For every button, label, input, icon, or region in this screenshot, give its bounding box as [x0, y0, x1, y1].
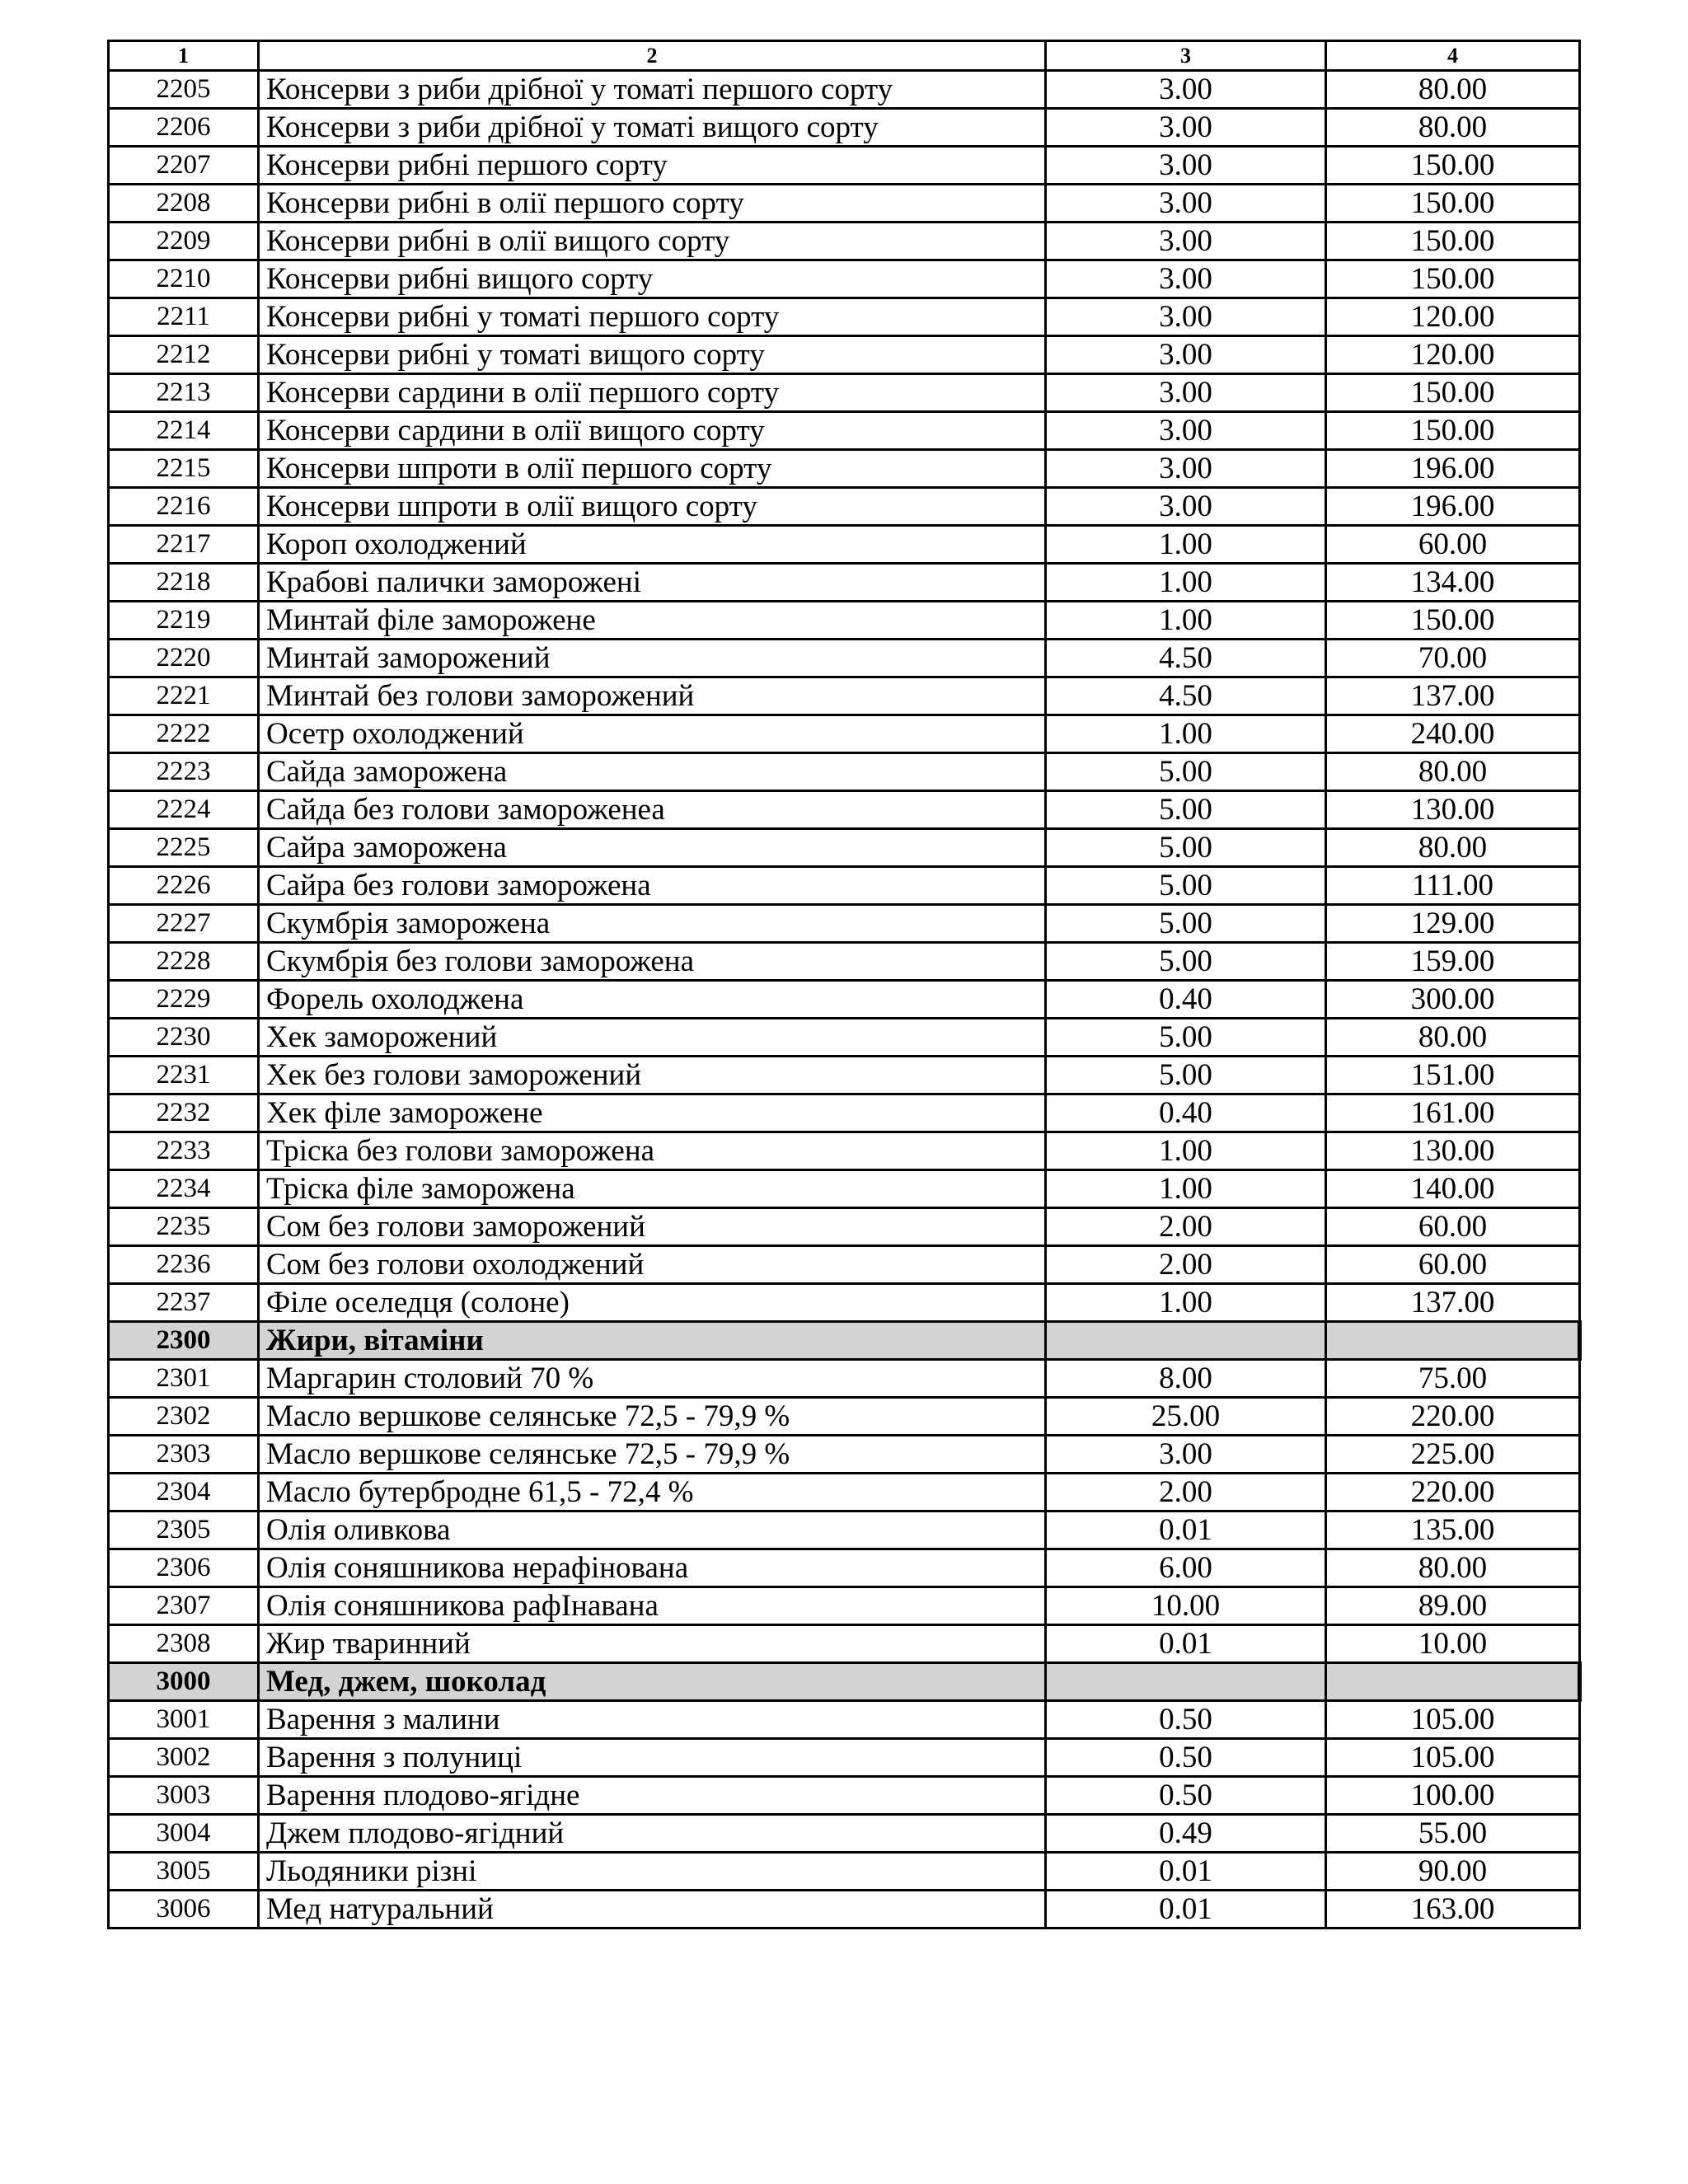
section-row: [109, 1322, 1580, 1360]
column-4-value-cell: 80.00: [1326, 71, 1580, 109]
item-name-cell: Скумбрія без голови заморожена: [259, 943, 1046, 981]
column-3-value-cell: 3.00: [1046, 374, 1326, 412]
item-name-cell: Минтай філе заморожене: [259, 602, 1046, 640]
table-row: [109, 1436, 1580, 1474]
item-code-cell: 2237: [109, 1284, 259, 1322]
column-3-value-cell: 3.00: [1046, 336, 1326, 374]
column-4-value-cell: 111.00: [1326, 867, 1580, 905]
item-code-cell: 2223: [109, 753, 259, 791]
item-name-cell: Короп охолоджений: [259, 526, 1046, 564]
table-row: [109, 1132, 1580, 1170]
table-row: [109, 753, 1580, 791]
table-row: [109, 1057, 1580, 1094]
column-3-value-cell: 0.40: [1046, 1094, 1326, 1132]
column-4-value-cell: 225.00: [1326, 1436, 1580, 1474]
item-code-cell: 3000: [109, 1663, 259, 1701]
item-name-cell: Сом без голови охолоджений: [259, 1246, 1046, 1284]
item-code-cell: 2218: [109, 564, 259, 602]
column-3-value-cell: 5.00: [1046, 829, 1326, 867]
table-row: [109, 1815, 1580, 1853]
column-3-value-cell: 3.00: [1046, 147, 1326, 185]
item-name-cell: Варення з полуниці: [259, 1739, 1046, 1777]
table-row: [109, 1587, 1580, 1625]
column-3-value-cell: 5.00: [1046, 1019, 1326, 1057]
item-name-cell: Мед, джем, шоколад: [259, 1663, 1046, 1701]
item-name-cell: Консерви рибні у томаті першого сорту: [259, 298, 1046, 336]
item-code-cell: 3001: [109, 1701, 259, 1739]
column-3-value-cell: 0.01: [1046, 1625, 1326, 1663]
column-4-value-cell: 60.00: [1326, 1246, 1580, 1284]
item-code-cell: 2225: [109, 829, 259, 867]
column-3-value-cell: 6.00: [1046, 1549, 1326, 1587]
column-4-value-cell: 150.00: [1326, 185, 1580, 223]
table-row: [109, 791, 1580, 829]
item-name-cell: Сайда без голови замороженеа: [259, 791, 1046, 829]
table-row: [109, 488, 1580, 526]
column-4-value-cell: 120.00: [1326, 298, 1580, 336]
table-row: [109, 412, 1580, 450]
column-4-value-cell: 130.00: [1326, 791, 1580, 829]
column-3-value-cell: 4.50: [1046, 640, 1326, 677]
table-row: [109, 1474, 1580, 1511]
item-code-cell: 3003: [109, 1777, 259, 1815]
item-name-cell: Масло вершкове селянське 72,5 - 79,9 %: [259, 1398, 1046, 1436]
table-row: [109, 1891, 1580, 1929]
item-code-cell: 2307: [109, 1587, 259, 1625]
table-row: [109, 602, 1580, 640]
table-row: [109, 71, 1580, 109]
price-table: [107, 40, 1582, 1929]
item-code-cell: 2308: [109, 1625, 259, 1663]
column-3-value-cell: 5.00: [1046, 905, 1326, 943]
item-code-cell: 2221: [109, 677, 259, 715]
table-row: [109, 1019, 1580, 1057]
column-3-value-cell: 3.00: [1046, 260, 1326, 298]
column-3-value-cell: 5.00: [1046, 1057, 1326, 1094]
table-row: [109, 374, 1580, 412]
item-code-cell: 2206: [109, 109, 259, 147]
item-name-cell: Сайра заморожена: [259, 829, 1046, 867]
table-row: [109, 1208, 1580, 1246]
column-3-value-cell: 1.00: [1046, 1170, 1326, 1208]
item-code-cell: 2229: [109, 981, 259, 1019]
item-name-cell: Минтай без голови заморожений: [259, 677, 1046, 715]
item-code-cell: 2207: [109, 147, 259, 185]
price-table-body: [109, 41, 1580, 1929]
item-code-cell: 2300: [109, 1322, 259, 1360]
table-row: [109, 943, 1580, 981]
item-code-cell: 2304: [109, 1474, 259, 1511]
column-3-value-cell: 3.00: [1046, 412, 1326, 450]
item-name-cell: Консерви сардини в олії першого сорту: [259, 374, 1046, 412]
column-number-header-row: [109, 41, 1580, 71]
column-3-value-cell: 3.00: [1046, 71, 1326, 109]
item-name-cell: Варення з малини: [259, 1701, 1046, 1739]
table-row: [109, 298, 1580, 336]
section-row: [109, 1663, 1580, 1701]
column-4-value-cell: 75.00: [1326, 1360, 1580, 1398]
item-code-cell: 2222: [109, 715, 259, 753]
item-code-cell: 2210: [109, 260, 259, 298]
table-row: [109, 829, 1580, 867]
column-3-value-cell: 1.00: [1046, 1132, 1326, 1170]
item-code-cell: 2208: [109, 185, 259, 223]
item-name-cell: Жир тваринний: [259, 1625, 1046, 1663]
table-row: [109, 905, 1580, 943]
column-4-value-cell: 60.00: [1326, 1208, 1580, 1246]
item-code-cell: 2226: [109, 867, 259, 905]
column-4-value-cell: 80.00: [1326, 829, 1580, 867]
item-code-cell: 2306: [109, 1549, 259, 1587]
item-name-cell: Сом без голови заморожений: [259, 1208, 1046, 1246]
column-4-value-cell: 140.00: [1326, 1170, 1580, 1208]
table-row: [109, 1777, 1580, 1815]
table-row: [109, 223, 1580, 260]
item-code-cell: 2219: [109, 602, 259, 640]
column-4-value-cell: 90.00: [1326, 1853, 1580, 1891]
column-4-value-cell: 105.00: [1326, 1739, 1580, 1777]
column-4-value-cell: 150.00: [1326, 260, 1580, 298]
column-3-value-cell: 1.00: [1046, 526, 1326, 564]
item-name-cell: Олія соняшникова нерафінована: [259, 1549, 1046, 1587]
column-3-value-cell: 1.00: [1046, 1284, 1326, 1322]
column-3-value-cell: 1.00: [1046, 602, 1326, 640]
column-4-value-cell: 80.00: [1326, 1019, 1580, 1057]
column-3-value-cell: 2.00: [1046, 1474, 1326, 1511]
column-header-1: 1: [109, 41, 259, 71]
column-4-value-cell: 130.00: [1326, 1132, 1580, 1170]
column-3-value-cell: 0.50: [1046, 1739, 1326, 1777]
column-4-value-cell: 135.00: [1326, 1511, 1580, 1549]
column-3-value-cell: 3.00: [1046, 488, 1326, 526]
column-3-value-cell: 1.00: [1046, 715, 1326, 753]
item-code-cell: 3006: [109, 1891, 259, 1929]
item-name-cell: Консерви рибні у томаті вищого сорту: [259, 336, 1046, 374]
item-code-cell: 2235: [109, 1208, 259, 1246]
item-code-cell: 2234: [109, 1170, 259, 1208]
column-4-value-cell: 105.00: [1326, 1701, 1580, 1739]
column-3-value-cell: 5.00: [1046, 867, 1326, 905]
table-row: [109, 1701, 1580, 1739]
column-4-value-cell: 60.00: [1326, 526, 1580, 564]
column-4-value-cell: 137.00: [1326, 1284, 1580, 1322]
item-name-cell: Консерви сардини в олії вищого сорту: [259, 412, 1046, 450]
item-code-cell: 2303: [109, 1436, 259, 1474]
table-row: [109, 1246, 1580, 1284]
column-4-value-cell: 196.00: [1326, 450, 1580, 488]
column-3-value-cell: [1046, 1322, 1326, 1360]
item-name-cell: Крабові палички заморожені: [259, 564, 1046, 602]
item-name-cell: Хек заморожений: [259, 1019, 1046, 1057]
item-name-cell: Форель охолоджена: [259, 981, 1046, 1019]
column-3-value-cell: [1046, 1663, 1326, 1701]
column-4-value-cell: 80.00: [1326, 1549, 1580, 1587]
column-4-value-cell: 100.00: [1326, 1777, 1580, 1815]
column-4-value-cell: 240.00: [1326, 715, 1580, 753]
item-code-cell: 2220: [109, 640, 259, 677]
item-name-cell: Жири, вітаміни: [259, 1322, 1046, 1360]
column-4-value-cell: 196.00: [1326, 488, 1580, 526]
column-3-value-cell: 0.01: [1046, 1511, 1326, 1549]
column-4-value-cell: 150.00: [1326, 602, 1580, 640]
table-row: [109, 1739, 1580, 1777]
item-name-cell: Скумбрія заморожена: [259, 905, 1046, 943]
table-row: [109, 1625, 1580, 1663]
item-code-cell: 2214: [109, 412, 259, 450]
column-header-4: 4: [1326, 41, 1580, 71]
item-name-cell: Консерви шпроти в олії вищого сорту: [259, 488, 1046, 526]
item-code-cell: 2224: [109, 791, 259, 829]
table-row: [109, 677, 1580, 715]
item-code-cell: 2216: [109, 488, 259, 526]
table-row: [109, 640, 1580, 677]
item-name-cell: Консерви з риби дрібної у томаті першого сорту: [259, 71, 1046, 109]
table-row: [109, 715, 1580, 753]
item-code-cell: 2228: [109, 943, 259, 981]
item-name-cell: Мед натуральний: [259, 1891, 1046, 1929]
column-4-value-cell: 150.00: [1326, 374, 1580, 412]
item-name-cell: Сайда заморожена: [259, 753, 1046, 791]
table-row: [109, 1398, 1580, 1436]
column-3-value-cell: 0.01: [1046, 1891, 1326, 1929]
column-3-value-cell: 0.01: [1046, 1853, 1326, 1891]
item-code-cell: 2209: [109, 223, 259, 260]
table-row: [109, 109, 1580, 147]
column-3-value-cell: 2.00: [1046, 1246, 1326, 1284]
item-code-cell: 2212: [109, 336, 259, 374]
column-4-value-cell: 55.00: [1326, 1815, 1580, 1853]
column-3-value-cell: 5.00: [1046, 791, 1326, 829]
item-code-cell: 2231: [109, 1057, 259, 1094]
column-3-value-cell: 10.00: [1046, 1587, 1326, 1625]
table-row: [109, 981, 1580, 1019]
item-name-cell: Масло бутербродне 61,5 - 72,4 %: [259, 1474, 1046, 1511]
item-name-cell: Консерви рибні першого сорту: [259, 147, 1046, 185]
item-code-cell: 2232: [109, 1094, 259, 1132]
column-4-value-cell: 163.00: [1326, 1891, 1580, 1929]
item-code-cell: 2211: [109, 298, 259, 336]
column-header-3: 3: [1046, 41, 1326, 71]
table-row: [109, 526, 1580, 564]
item-code-cell: 2305: [109, 1511, 259, 1549]
column-3-value-cell: 0.50: [1046, 1777, 1326, 1815]
table-row: [109, 1853, 1580, 1891]
item-name-cell: Консерви шпроти в олії першого сорту: [259, 450, 1046, 488]
item-name-cell: Тріска філе заморожена: [259, 1170, 1046, 1208]
column-4-value-cell: [1326, 1663, 1580, 1701]
column-4-value-cell: 300.00: [1326, 981, 1580, 1019]
table-row: [109, 867, 1580, 905]
table-row: [109, 147, 1580, 185]
column-4-value-cell: 89.00: [1326, 1587, 1580, 1625]
table-row: [109, 185, 1580, 223]
item-code-cell: 2230: [109, 1019, 259, 1057]
column-3-value-cell: 3.00: [1046, 185, 1326, 223]
column-3-value-cell: 2.00: [1046, 1208, 1326, 1246]
item-code-cell: 2301: [109, 1360, 259, 1398]
table-row: [109, 1549, 1580, 1587]
item-name-cell: Осетр охолоджений: [259, 715, 1046, 753]
item-name-cell: Олія соняшникова рафІнавана: [259, 1587, 1046, 1625]
column-3-value-cell: 5.00: [1046, 943, 1326, 981]
column-4-value-cell: 150.00: [1326, 223, 1580, 260]
table-row: [109, 450, 1580, 488]
table-row: [109, 1511, 1580, 1549]
column-3-value-cell: 3.00: [1046, 450, 1326, 488]
item-code-cell: 2217: [109, 526, 259, 564]
item-name-cell: Консерви рибні в олії першого сорту: [259, 185, 1046, 223]
item-code-cell: 3004: [109, 1815, 259, 1853]
item-name-cell: Льодяники різні: [259, 1853, 1046, 1891]
item-code-cell: 2302: [109, 1398, 259, 1436]
column-4-value-cell: 151.00: [1326, 1057, 1580, 1094]
table-row: [109, 1094, 1580, 1132]
item-name-cell: Хек без голови заморожений: [259, 1057, 1046, 1094]
column-header-2: 2: [259, 41, 1046, 71]
column-4-value-cell: 134.00: [1326, 564, 1580, 602]
column-3-value-cell: 8.00: [1046, 1360, 1326, 1398]
column-3-value-cell: 5.00: [1046, 753, 1326, 791]
item-name-cell: Хек філе заморожене: [259, 1094, 1046, 1132]
item-name-cell: Тріска без голови заморожена: [259, 1132, 1046, 1170]
item-name-cell: Олія оливкова: [259, 1511, 1046, 1549]
item-name-cell: Консерви рибні вищого сорту: [259, 260, 1046, 298]
column-4-value-cell: 161.00: [1326, 1094, 1580, 1132]
item-code-cell: 3005: [109, 1853, 259, 1891]
column-4-value-cell: 80.00: [1326, 753, 1580, 791]
column-3-value-cell: 4.50: [1046, 677, 1326, 715]
item-name-cell: Філе оселедця (солоне): [259, 1284, 1046, 1322]
item-code-cell: 2205: [109, 71, 259, 109]
item-name-cell: Джем плодово-ягідний: [259, 1815, 1046, 1853]
column-4-value-cell: 129.00: [1326, 905, 1580, 943]
item-name-cell: Маргарин столовий 70 %: [259, 1360, 1046, 1398]
item-code-cell: 2215: [109, 450, 259, 488]
table-row: [109, 1284, 1580, 1322]
column-4-value-cell: 150.00: [1326, 147, 1580, 185]
column-3-value-cell: 0.49: [1046, 1815, 1326, 1853]
column-4-value-cell: 220.00: [1326, 1398, 1580, 1436]
column-3-value-cell: 0.40: [1046, 981, 1326, 1019]
column-4-value-cell: 150.00: [1326, 412, 1580, 450]
item-code-cell: 2227: [109, 905, 259, 943]
column-4-value-cell: 120.00: [1326, 336, 1580, 374]
item-name-cell: Сайра без голови заморожена: [259, 867, 1046, 905]
column-3-value-cell: 3.00: [1046, 109, 1326, 147]
item-name-cell: Консерви з риби дрібної у томаті вищого сорту: [259, 109, 1046, 147]
column-3-value-cell: 3.00: [1046, 298, 1326, 336]
column-3-value-cell: 1.00: [1046, 564, 1326, 602]
column-4-value-cell: 159.00: [1326, 943, 1580, 981]
column-4-value-cell: [1326, 1322, 1580, 1360]
column-4-value-cell: 137.00: [1326, 677, 1580, 715]
column-4-value-cell: 70.00: [1326, 640, 1580, 677]
table-row: [109, 1170, 1580, 1208]
column-4-value-cell: 10.00: [1326, 1625, 1580, 1663]
column-3-value-cell: 25.00: [1046, 1398, 1326, 1436]
item-code-cell: 2236: [109, 1246, 259, 1284]
item-code-cell: 3002: [109, 1739, 259, 1777]
item-name-cell: Минтай заморожений: [259, 640, 1046, 677]
column-4-value-cell: 220.00: [1326, 1474, 1580, 1511]
item-name-cell: Варення плодово-ягідне: [259, 1777, 1046, 1815]
item-name-cell: Консерви рибні в олії вищого сорту: [259, 223, 1046, 260]
column-3-value-cell: 3.00: [1046, 223, 1326, 260]
table-row: [109, 336, 1580, 374]
column-4-value-cell: 80.00: [1326, 109, 1580, 147]
table-row: [109, 564, 1580, 602]
column-3-value-cell: 3.00: [1046, 1436, 1326, 1474]
item-name-cell: Масло вершкове селянське 72,5 - 79,9 %: [259, 1436, 1046, 1474]
item-code-cell: 2213: [109, 374, 259, 412]
table-row: [109, 1360, 1580, 1398]
table-row: [109, 260, 1580, 298]
item-code-cell: 2233: [109, 1132, 259, 1170]
column-3-value-cell: 0.50: [1046, 1701, 1326, 1739]
